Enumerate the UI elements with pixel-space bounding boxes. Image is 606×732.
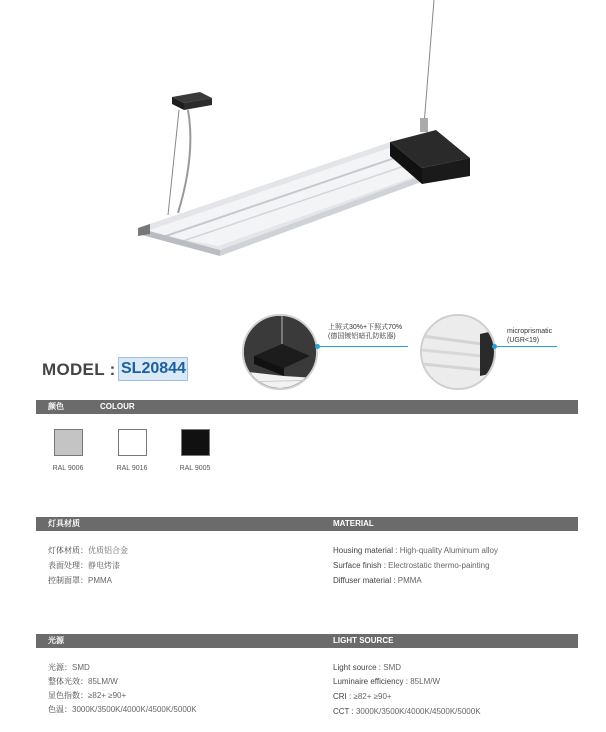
spec-cn-source: 光源：SMD (48, 663, 90, 672)
spec-cn-efficiency: 整体光效：85LM/W (48, 677, 118, 686)
swatch-label: RAL 9005 (179, 465, 211, 472)
spec-en-finish: Surface finish : Electrostatic thermo-painting (333, 561, 490, 570)
colour-title-en: COLOUR (100, 402, 135, 411)
spec-cn-finish: 表面处理：静电烤漆 (48, 561, 120, 570)
spec-cn-housing: 灯体材质：优质铝合金 (48, 546, 128, 555)
spec-cn-cct: 色温：3000K/3500K/4000K/4500K/5000K (48, 705, 197, 714)
spec-en-efficiency: Luminaire efficiency : 85LM/W (333, 677, 441, 686)
callout-right-line1: microprismatic (507, 328, 553, 335)
model-label: MODEL : (42, 360, 116, 379)
callout-left-line2: (德国镀铝暗孔防眩器) (328, 333, 396, 340)
spec-cn-diffuser: 控制面罩：PMMA (48, 576, 112, 585)
swatch-label: RAL 9006 (52, 465, 84, 472)
spec-en-cct: CCT : 3000K/3500K/4000K/4500K/5000K (333, 707, 481, 716)
spec-en-diffuser: Diffuser material : PMMA (333, 576, 422, 585)
light-title-cn: 光源 (48, 636, 64, 645)
spec-en-cri: CRI : ≥82+ ≥90+ (333, 692, 392, 701)
material-title-cn: 灯具材质 (48, 519, 80, 528)
callout-right-line2: (UGR<19) (507, 337, 540, 344)
swatch-label: RAL 9016 (116, 465, 148, 472)
swatch-ral-9005 (181, 429, 210, 456)
detail-image-diffuser (420, 314, 496, 390)
spec-cn-cri: 显色指数：≥82+ ≥90+ (48, 691, 127, 700)
callout-left-line1: 上照式30%+下照式70% (328, 324, 403, 331)
swatch-ral-9006 (54, 429, 83, 456)
material-section-bar (36, 517, 578, 531)
callout-right (507, 327, 552, 345)
material-title-en: MATERIAL (333, 519, 374, 528)
swatch-ral-9016 (118, 429, 147, 456)
callout-line-left (318, 346, 408, 347)
callout-line-right (495, 346, 557, 347)
colour-section-bar (36, 400, 578, 414)
product-image (100, 0, 500, 270)
light-section-bar (36, 634, 578, 648)
callout-left (328, 323, 402, 341)
spec-en-housing: Housing material : High-quality Aluminum alloy (333, 546, 498, 555)
spec-en-source: Light source : SMD (333, 663, 402, 672)
model-code: SL20844 (118, 357, 188, 381)
light-title-en: LIGHT SOURCE (333, 636, 394, 645)
detail-image-uplight (242, 314, 318, 390)
colour-title-cn: 颜色 (48, 402, 64, 411)
